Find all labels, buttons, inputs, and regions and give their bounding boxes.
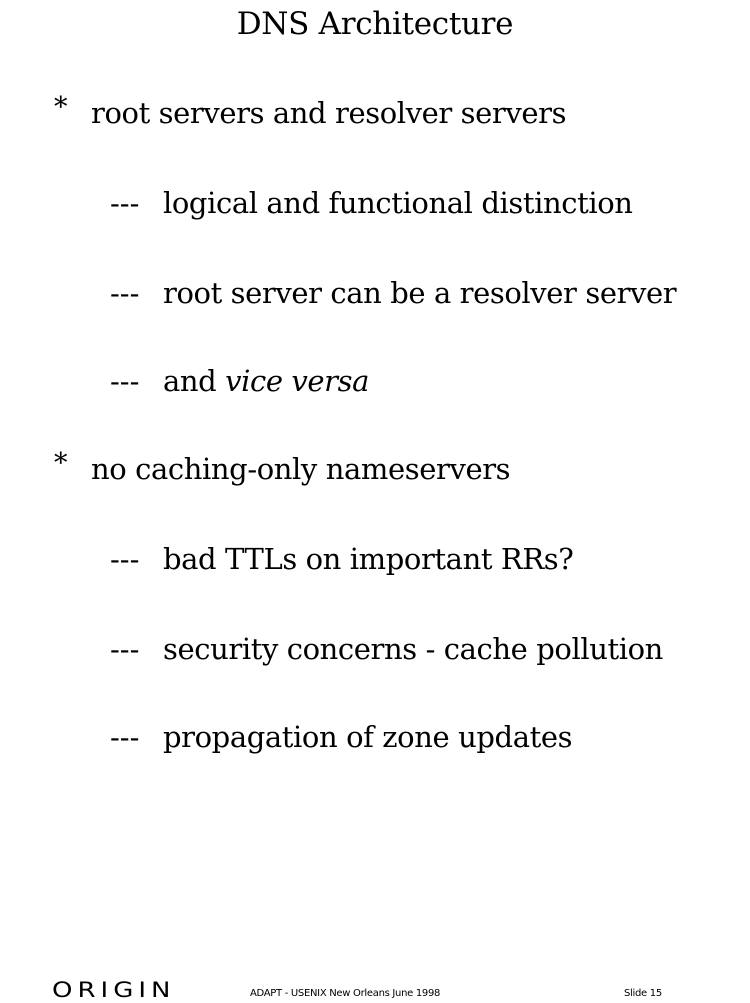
sub-item [110, 186, 633, 220]
bullet-star: * [54, 448, 68, 479]
sub-dash: --- [110, 186, 140, 220]
sub-text: logical and functional distinction [163, 186, 633, 220]
slide-title: DNS Architecture [236, 6, 514, 42]
sub-dash: --- [110, 364, 140, 398]
bullet-item [54, 92, 567, 130]
sub-item [110, 364, 370, 398]
sub-item [110, 720, 573, 754]
sub-text: root server can be a resolver server [163, 276, 677, 310]
sub-dash: --- [110, 276, 140, 310]
slide-number: Slide 15 [624, 988, 662, 999]
sub-item [110, 276, 677, 310]
sub-text: bad TTLs on important RRs? [163, 542, 574, 576]
sub-text: security concerns - cache pollution [163, 632, 663, 666]
slide-footer [0, 978, 750, 1003]
sub-dash: --- [110, 720, 140, 754]
bullet-item [54, 448, 511, 486]
sub-dash: --- [110, 542, 140, 576]
sub-item [110, 632, 663, 666]
sub-text-italic: vice versa [225, 364, 370, 398]
origin-logo: ORIGIN [52, 978, 176, 1003]
bullet-text: root servers and resolver servers [91, 96, 567, 130]
sub-item [110, 542, 574, 576]
sub-text-prefix: and [163, 364, 226, 398]
sub-text: propagation of zone updates [163, 720, 573, 754]
sub-dash: --- [110, 632, 140, 666]
bullet-star: * [54, 92, 68, 123]
bullet-text: no caching-only nameservers [91, 452, 511, 486]
footer-event-text: ADAPT - USENIX New Orleans June 1998 [250, 988, 441, 999]
